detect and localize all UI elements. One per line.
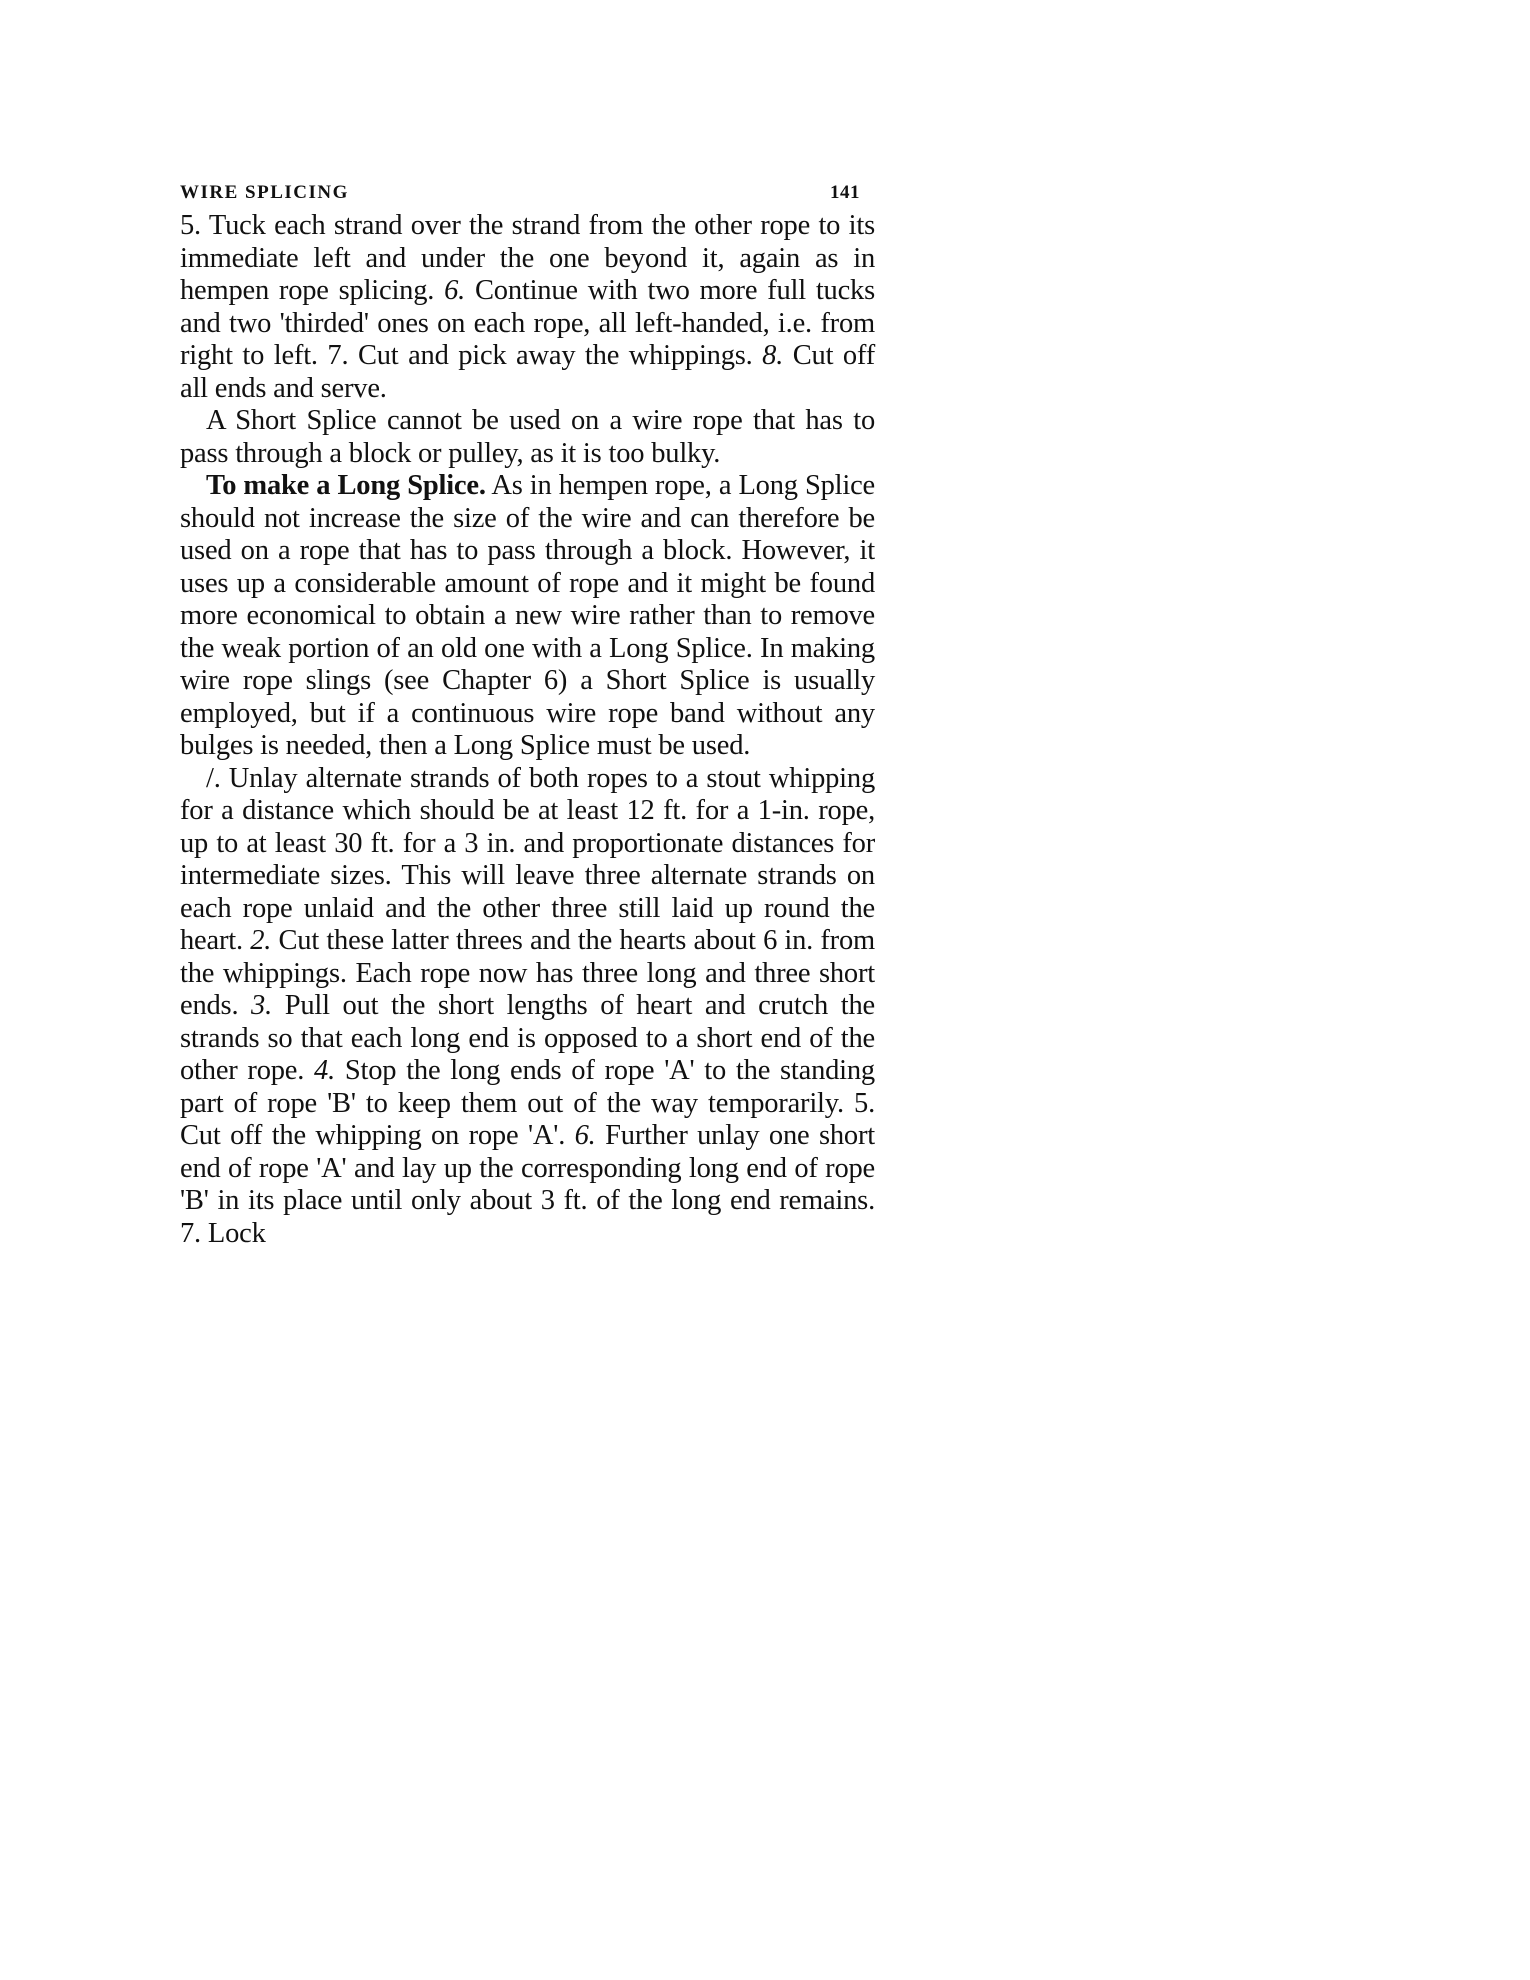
running-head: [180, 176, 875, 210]
step-number-italic: 2.: [250, 925, 272, 956]
paragraph-short-splice-note: [180, 405, 875, 470]
text-segment: As in hempen rope, a Long Splice should not increase the size of the wire and can therefore be used on a rope that has to pass through a block. However, it uses up a considerable amount of rope and it might be found more economical to obtain a new wire rather than to remove the weak portion of an old one with a Long Splice. In making wire rope slings (see Chapter 6) a Short Splice is usually employed, but if a continuous wire rope band without any bulges is needed, then a Long Splice must be used.: [180, 470, 875, 761]
text-segment: Continue with two more full tucks and two 'thirded' ones on each rope, all left-handed, i.e. from right to left. 7. Cut and pick away the whippings.: [180, 275, 875, 371]
step-number-italic: 6.: [444, 275, 466, 306]
text-segment: Pull out the short lengths of heart and crutch the strands so that each long end is opposed to a short end of the other rope.: [180, 990, 875, 1086]
step-number-italic: 4.: [314, 1055, 336, 1086]
section-heading-long-splice: To make a Long Splice.: [206, 470, 486, 501]
running-head-title: WIRE SPLICING: [180, 182, 349, 203]
text-segment: Cut off all ends and serve.: [180, 340, 875, 404]
paragraph-tuck-steps: [180, 210, 875, 405]
text-segment: /. Unlay alternate strands of both ropes to a stout whipping for a distance which should be at least 12 ft. for a 1-in. rope, up to at least 30 ft. for a 3 in. and proportionate distances for intermediate sizes. This will leave three alternate strands on each rope unlaid and the other three still laid up round the heart.: [180, 762, 875, 956]
step-number-italic: 3.: [251, 990, 273, 1021]
text-segment: Further unlay one short end of rope 'A' and lay up the corresponding long end of rope 'B' in its place until only about 3 ft. of the long end remains. 7. Lock: [180, 1120, 875, 1249]
step-number-italic: 6.: [574, 1120, 596, 1151]
text-segment: 5. Tuck each strand over the strand from the other rope to its immediate left and under the one beyond it, again as in hempen rope splicing.: [180, 210, 875, 306]
paragraph-long-splice-intro: [180, 470, 875, 763]
text-segment: Stop the long ends of rope 'A' to the standing part of rope 'B' to keep them out of the way temporarily. 5. Cut off the whipping on rope 'A'.: [180, 1055, 875, 1151]
text-segment: A Short Splice cannot be used on a wire rope that has to pass through a block or pulley, as it is too bulky.: [180, 405, 875, 469]
paragraph-long-splice-steps: [180, 763, 875, 1251]
step-number-italic: 8.: [762, 340, 784, 371]
page-number: 141: [830, 182, 860, 203]
text-segment: Cut these latter threes and the hearts about 6 in. from the whippings. Each rope now has three long and three short ends.: [180, 925, 875, 1021]
body-text: [180, 210, 875, 1250]
book-page: [180, 176, 875, 1250]
